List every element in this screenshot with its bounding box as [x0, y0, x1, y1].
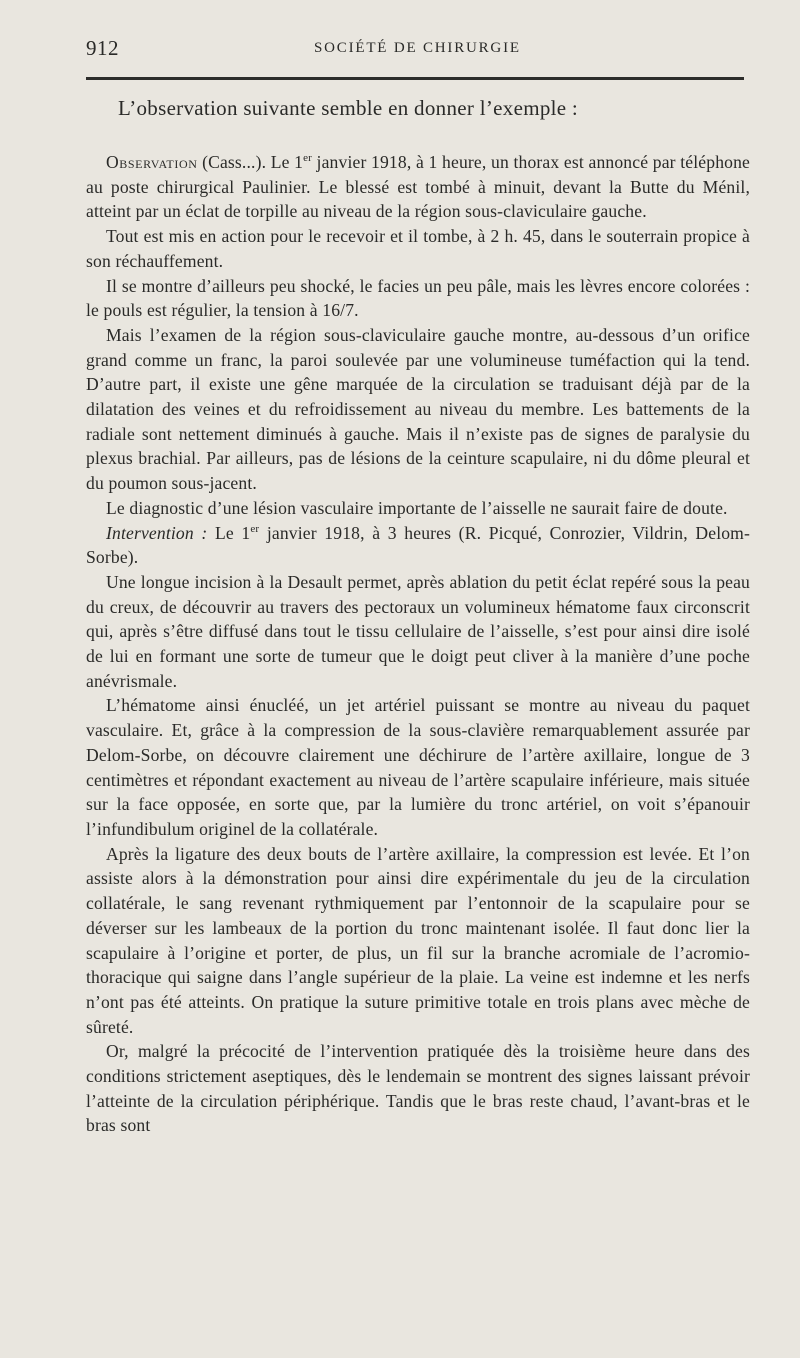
- paragraph: Le diagnostic d’une lésion vasculaire importante de l’aisselle ne saurait faire de doute.: [106, 497, 728, 518]
- intro-sentence: L’observation suivante semble en donner l’exemple :: [118, 96, 579, 120]
- paragraph: Tout est mis en action pour le recevoir et il tombe, à 2 h. 45, dans le souterrain propice à son réchauffement.: [86, 226, 750, 271]
- header-rule: [86, 77, 744, 80]
- running-head: SOCIÉTÉ DE CHIRURGIE: [314, 40, 521, 56]
- intervention-label: Intervention :: [106, 522, 208, 543]
- paragraph: L’hématome ainsi énucléé, un jet artériel puissant se montre au niveau du paquet vasculaire. Et, grâce à la compression de la sous-clavière remarquablement assurée par Delom-Sorbe, on découvre clairement une déchirure de l’artère axillaire, longue de 3 centimètres et répondant exactement au niveau de l’artère scapulaire inférieure, mais située sur la face opposée, en sorte que, par la lumière du tronc artériel, on voit s’épanouir l’infundibulum originel de la collatérale.: [86, 695, 750, 839]
- page-number: 912: [86, 36, 119, 60]
- paragraph-text: (Cass...). Le 1er janvier 1918, à 1 heure, un thorax est annoncé par téléphone au poste chirurgical Paulinier. Le blessé est tombé à minuit, devant la Butte du Ménil, atteint par un éclat de torpille au niveau de la région sous-claviculaire gauche.: [86, 152, 750, 222]
- body-text: [86, 150, 750, 1138]
- page-header: [86, 36, 744, 60]
- paragraph: Il se montre d’ailleurs peu shocké, le facies un peu pâle, mais les lèvres encore colorées : le pouls est régulier, la tension à 16/7.: [86, 275, 750, 321]
- paragraph-text: Le 1er janvier 1918, à 3 heures (R. Picqué, Conrozier, Vildrin, Delom-Sorbe).: [86, 522, 751, 568]
- observation-label: Observation: [106, 152, 198, 172]
- paragraph-observation: [86, 150, 750, 224]
- paragraph: Après la ligature des deux bouts de l’artère axillaire, la compression est levée. Et l’on assiste alors à la démonstration pour ainsi dire expérimentale du jeu de la circulation collatérale, le sang revenant rythmiquement par l’entonnoir de la scapulaire pour se déverser sur les lambeaux de la portion du tronc maintenant isolée. Il faut donc lier la scapulaire à l’origine et porter, de plus, un fil sur la branche acromiale de l’acromio-thoracique qui saigne dans l’angle supérieur de la plaie. La veine est indemne et les nerfs n’ont pas été atteints. On pratique la suture primitive totale en trois plans avec mèche de sûreté.: [86, 843, 750, 1037]
- paragraph: Mais l’examen de la région sous-claviculaire gauche montre, au-dessous d’un orifice grand comme un franc, la paroi soulevée par une volumineuse tuméfaction qui la tend. D’autre part, il existe une gêne marquée de la circulation se traduisant déjà par de la dilatation des veines et du refroidissement au niveau du membre. Les battements de la radiale sont nettement diminués à gauche. Mais il n’existe pas de signes de paralysie du plexus brachial. Par ailleurs, pas de lésions de la ceinture scapulaire, ni du dôme pleural et du poumon sous-jacent.: [86, 324, 750, 494]
- paragraph: Or, malgré la précocité de l’intervention pratiquée dès la troisième heure dans des conditions strictement aseptiques, dès le lendemain se montrent des signes laissant prévoir l’atteinte de la circulation périphérique. Tandis que le bras reste chaud, l’avant-bras et le bras sont: [86, 1041, 750, 1136]
- paragraph: Une longue incision à la Desault permet, après ablation du petit éclat repéré sous la peau du creux, de découvrir au travers des pectoraux un volumineux hématome faux circonscrit qui, après s’être diffusé dans tout le tissu cellulaire de l’aisselle, s’est pour ainsi dire isolé de lui en formant une sorte de tumeur que le doigt peut cliver à la manière d’une poche anévrismale.: [86, 571, 750, 691]
- paragraph-intervention: [86, 521, 750, 570]
